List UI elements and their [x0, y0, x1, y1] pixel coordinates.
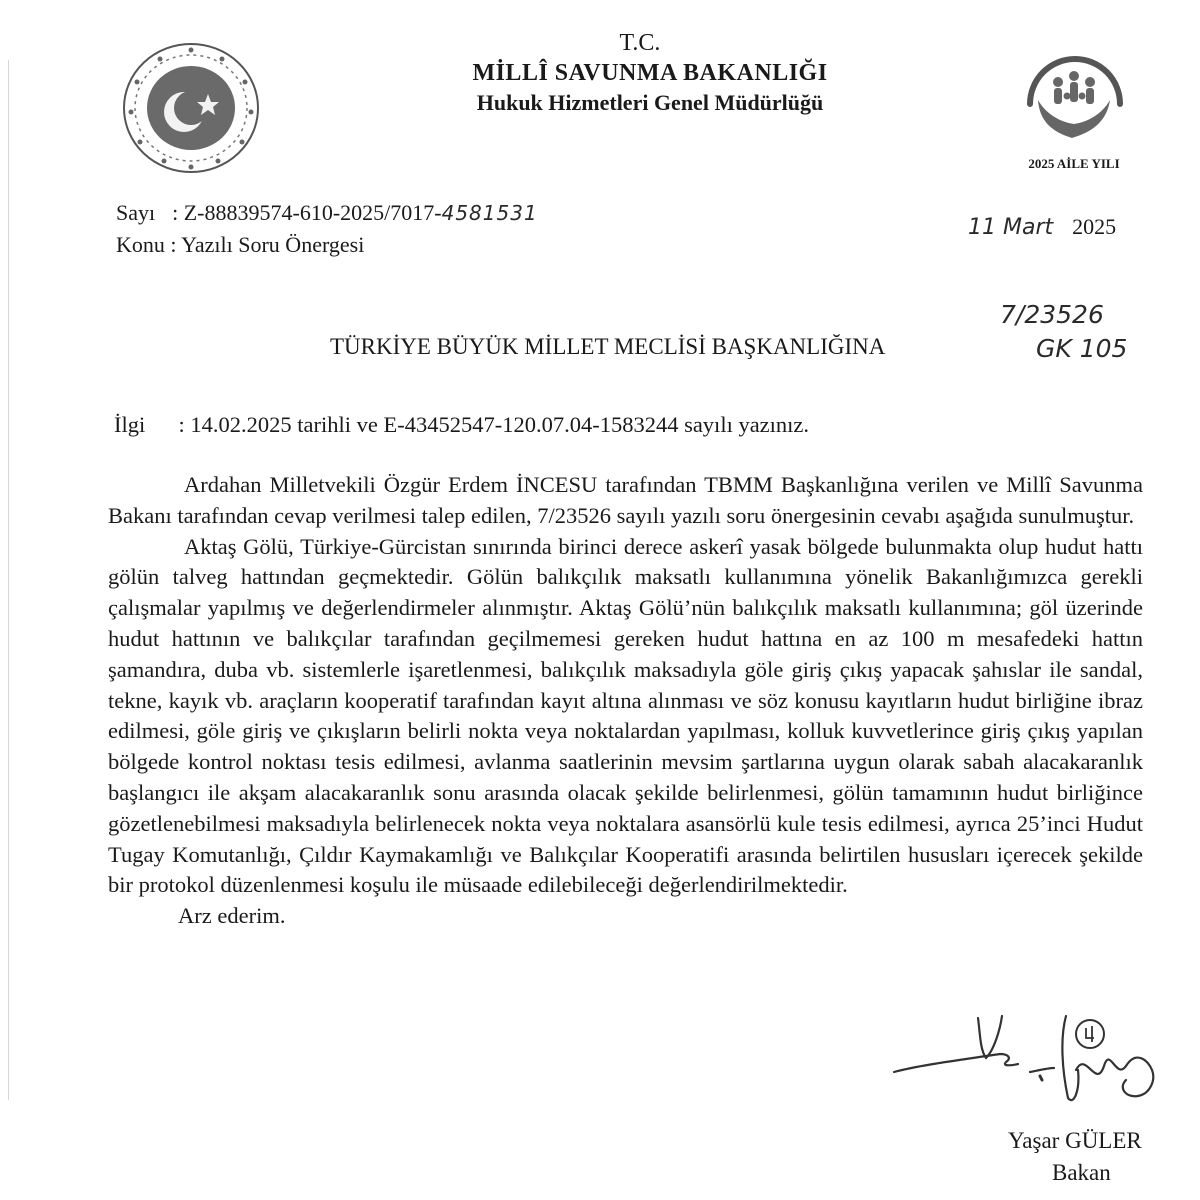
date-handwritten: 11 Mart — [968, 215, 1054, 240]
addressee: TÜRKİYE BÜYÜK MİLLET MECLİSİ BAŞKANLIĞINA — [330, 334, 886, 359]
reference-line — [114, 412, 809, 438]
body-paragraph-2: Aktaş Gölü, Türkiye-Gürcistan sınırında birinci derece askerî yasak bölgede bulunmakta olup hudut hattı gölün talveg hattından geçmektedir. Gölün balıkçılık maksatlı kullanımına yönelik Bakanlığımızca gerekli çalışmalar yapılmış ve değerlendirmeler alınmıştır. Aktaş Gölü’nün balıkçılık maksatlı kullanımına; göl üzerinde hudut hattının ve balıkçılar tarafından geçilmemesi gereken hudut hattına en az 100 m mesafedeki hattın şamandıra, duba vb. sistemlerle işaretlenmesi, balıkçılık maksadıyla göle giriş çıkış yapacak şahıslar ile sandal, tekne, kayık vb. araçların kooperatif tarafından kayıt altına alınması ve söz konusu kayıtların hudut birliğine ibraz edilmesi, göle giriş ve çıkışların belirli nokta veya noktalardan yapılması, kolluk kuvvetlerince giriş çıkış yapılan bölgede kontrol noktası tesis edilmesi, avlanma saatlerinin mevsim şartlarına uygun olarak sabah alacakaranlık başlangıcı ile akşam alacakaranlık sonu arasında olacak şekilde belirlenmesi, gölün tamamının hudut birliğince gözetlenebilmesi maksadıyla belirlenecek nokta veya noktalara asansörlü kule tesis edilmesi, ayrıca 25’inci Hudut Tugay Komutanlığı, Çıldır Kaymakamlığı ve Balıkçılar Kooperatifi arasında belirtilen hususları içerecek şekilde bir protokol düzenlenmesi koşulu ile müsaade edilebileceği değerlendirilmektedir. — [108, 533, 1143, 898]
margin-note-gk: GK 105 — [1036, 334, 1128, 363]
header-directorate: Hukuk Hizmetleri Genel Müdürlüğü — [476, 90, 824, 115]
handwritten-signature-icon — [890, 1010, 1180, 1130]
emblem-caption: 2025 AİLE YILI — [1028, 156, 1120, 171]
konu-value: : Yazılı Soru Önergesi — [170, 232, 365, 257]
closing-line: Arz ederim. — [178, 903, 286, 929]
margin-note-ref: 7/23526 — [1000, 300, 1104, 329]
signatory-name: Yaşar GÜLER — [1008, 1128, 1142, 1153]
reference-label: İlgi — [114, 412, 146, 437]
signatory-title: Bakan — [1052, 1160, 1111, 1185]
date-line — [968, 214, 1116, 240]
letter-body — [108, 470, 1143, 932]
page-edge-shadow — [0, 60, 9, 1100]
date-year: 2025 — [1072, 214, 1117, 239]
header-tc: T.C. — [619, 30, 661, 56]
family-year-emblem-icon — [1010, 42, 1138, 152]
sayi-label: Sayı — [116, 200, 156, 225]
reference-value: : 14.02.2025 tarihli ve E-43452547-120.07.04-1583244 sayılı yazınız. — [178, 412, 810, 437]
sayi-line — [116, 200, 538, 226]
sayi-value: : Z-88839574-610-2025/7017- — [172, 200, 442, 225]
sayi-handwritten: 4581531 — [441, 201, 538, 225]
ministry-seal-icon — [122, 42, 260, 174]
body-paragraph-1: Ardahan Milletvekili Özgür Erdem İNCESU tarafından TBMM Başkanlığına verilen ve Millî Savunma Bakanı tarafından cevap verilmesi talep edilen, 7/23526 sayılı yazılı soru önergesinin cevabı aşağıda sunulmuştur. — [108, 472, 1143, 528]
konu-line — [116, 232, 364, 258]
konu-label: Konu — [116, 232, 165, 257]
header-ministry: MİLLÎ SAVUNMA BAKANLIĞI — [472, 60, 828, 86]
